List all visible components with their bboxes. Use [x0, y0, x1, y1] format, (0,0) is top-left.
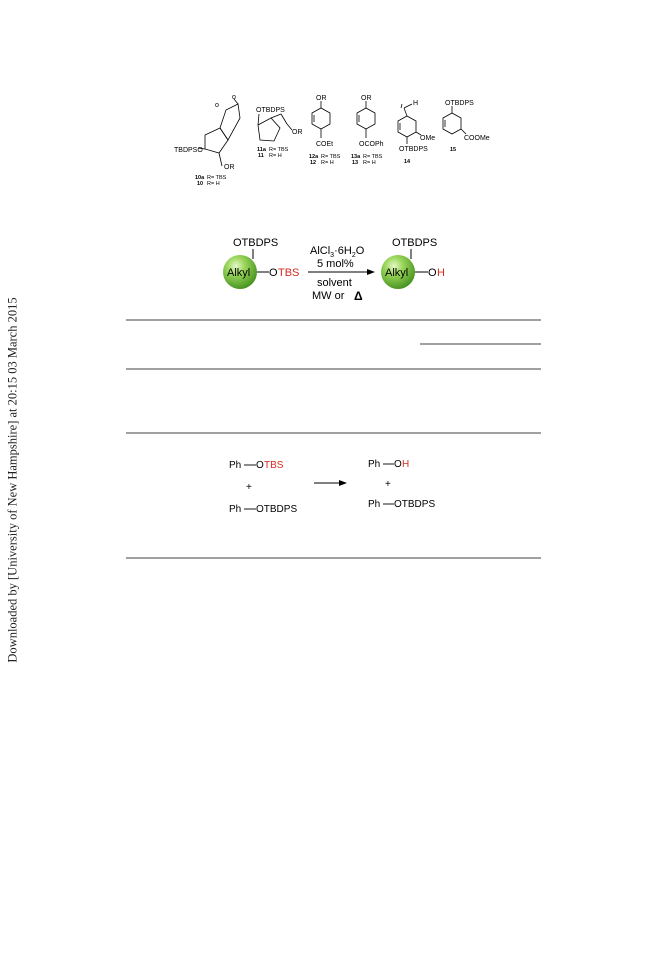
compound-10-structure — [198, 99, 240, 166]
compound-11-structure — [258, 114, 292, 141]
scheme-reagent: $AlCl_3\cdot 6H_2O$ — [310, 245, 365, 259]
scheme-left-tbs: TBS — [278, 267, 300, 279]
comp-ph2: Ph — [229, 504, 242, 515]
compound-12a-label: 12a — [309, 154, 319, 160]
compound-10-carbonyl-o: o — [232, 94, 236, 101]
compound-12-top: OR — [316, 95, 327, 102]
compound-14-ald: H — [413, 100, 419, 107]
compound-13-top: OR — [361, 95, 372, 102]
compound-11-r: R= H — [269, 153, 282, 159]
compound-13-r: R= H — [363, 160, 376, 166]
scheme-right-top-sub: OTBDPS — [392, 237, 438, 249]
compound-12-r: R= H — [321, 160, 334, 166]
compound-14-ome: OMe — [420, 135, 436, 142]
scheme-conditions: MW or — [312, 290, 345, 302]
compound-11-side: OR — [292, 129, 303, 136]
compound-10-sub: TBDPSO — [174, 147, 203, 154]
compound-12-label: 12 — [310, 160, 317, 166]
compound-10a-label: 10a — [195, 175, 205, 181]
comp-o2: O — [394, 459, 402, 470]
compound-11-top: OTBDPS — [256, 107, 285, 114]
scheme-right-h: H — [437, 267, 445, 279]
compound-10-label: 10 — [197, 181, 204, 187]
comp-otbdps1: OTBDPS — [256, 504, 298, 515]
comp-o1: O — [256, 460, 264, 471]
comp-ph1: Ph — [229, 460, 242, 471]
compound-13-bottom: OCOPh — [359, 141, 384, 148]
compound-10-r: R= H — [207, 181, 220, 187]
compound-15-label: 15 — [450, 147, 457, 153]
scheme-solvent: solvent — [317, 277, 352, 289]
compound-14-bottom: OTBDPS — [399, 146, 428, 153]
compound-13-structure — [357, 101, 375, 138]
compound-10-ring-o: o — [215, 102, 219, 109]
compound-15-structure — [443, 106, 466, 134]
scheme-right-o: O — [428, 267, 437, 279]
scheme-delta: Δ — [354, 289, 363, 303]
compound-10-side: OR — [224, 164, 235, 171]
compound-11-label: 11 — [258, 153, 264, 159]
comp-ph3: Ph — [368, 459, 381, 470]
compound-11a-r: R= TBS — [269, 147, 289, 153]
compound-12a-r: R= TBS — [321, 154, 341, 160]
compound-15-side: COOMe — [464, 135, 490, 142]
scheme-alkyl-left: Alkyl — [227, 267, 251, 279]
compound-14-label: 14 — [404, 159, 411, 165]
comp-tbs: TBS — [264, 460, 284, 471]
scheme-top-sub: OTBDPS — [233, 237, 279, 249]
compound-15-top: OTBDPS — [445, 100, 474, 107]
comp-otbdps2: OTBDPS — [394, 499, 436, 510]
compound-11a-label: 11a — [257, 147, 266, 153]
compound-13-label: 13 — [352, 160, 359, 166]
compound-12-structure — [312, 101, 330, 138]
comp-ph4: Ph — [368, 499, 381, 510]
compound-10a-r: R= TBS — [207, 175, 227, 181]
comp-h: H — [402, 459, 410, 470]
comp-plus2: + — [385, 479, 391, 490]
scheme-loading: 5 mol% — [317, 258, 354, 270]
download-notice: Downloaded by [University of New Hampshire] at 20:15 03 March 2015 — [5, 297, 20, 663]
comp-plus1: + — [246, 482, 252, 493]
scheme-left-o: O — [269, 267, 278, 279]
compound-13a-r: R= TBS — [363, 154, 383, 160]
compound-14-structure — [398, 104, 421, 144]
competition-scheme — [229, 459, 435, 515]
compound-12-bottom: COEt — [316, 141, 334, 148]
compound-13a-label: 13a — [351, 154, 361, 160]
reaction-scheme — [223, 237, 445, 303]
scheme-alkyl-right: Alkyl — [385, 267, 409, 279]
